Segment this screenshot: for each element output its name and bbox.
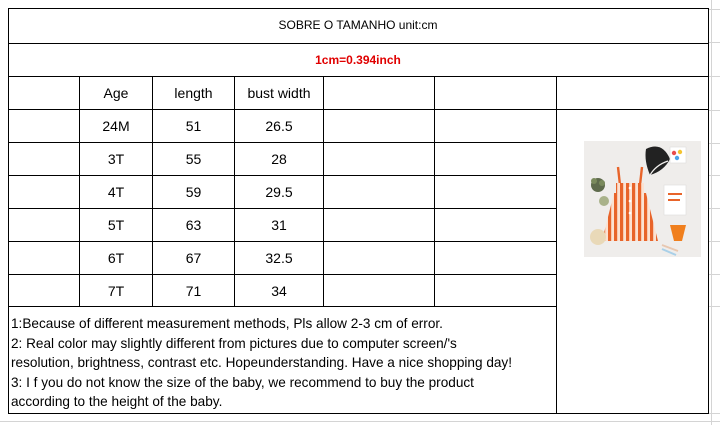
cell-length: 59 (185, 184, 202, 200)
cell-length: 71 (185, 282, 202, 299)
header-bust-width: bust width (247, 85, 311, 101)
cell-length: 51 (185, 118, 202, 134)
cell-age: 5T (107, 217, 125, 233)
cell-length: 67 (185, 250, 202, 266)
table-title: SOBRE O TAMANHO unit:cm (278, 18, 438, 32)
cell-bust-width: 31 (271, 217, 287, 233)
cell-length: 55 (185, 151, 202, 167)
note-line: according to the height of the baby. (11, 394, 223, 409)
product-photo (584, 141, 701, 257)
cell-bust-width: 28 (271, 151, 287, 167)
cell-bust-width: 32.5 (265, 250, 293, 266)
cell-bust-width: 29.5 (265, 184, 293, 200)
cell-age: 4T (107, 184, 125, 200)
notes-block (11, 314, 556, 412)
unit-conversion: 1cm=0.394inch (315, 52, 401, 67)
cell-age: 6T (107, 250, 125, 266)
note-line: resolution, brightness, contrast etc. Hopeunderstanding. Have a nice shopping day! (11, 355, 513, 370)
note-line: 2: Real color may slightly different from pictures due to computer screen/'s (11, 335, 457, 351)
cell-length: 63 (185, 217, 202, 233)
cell-age: 3T (107, 151, 125, 167)
cell-bust-width: 34 (271, 282, 287, 299)
header-age: Age (103, 85, 129, 101)
note-line: 3: I f you do not know the size of the baby, we recommend to buy the product (11, 374, 474, 390)
note-line: 1:Because of different measurement methods, Pls allow 2-3 cm of error. (11, 316, 443, 331)
cell-age: 7T (107, 282, 125, 299)
cell-age: 24M (102, 118, 130, 134)
cell-bust-width: 26.5 (265, 118, 293, 134)
header-length: length (174, 85, 213, 101)
